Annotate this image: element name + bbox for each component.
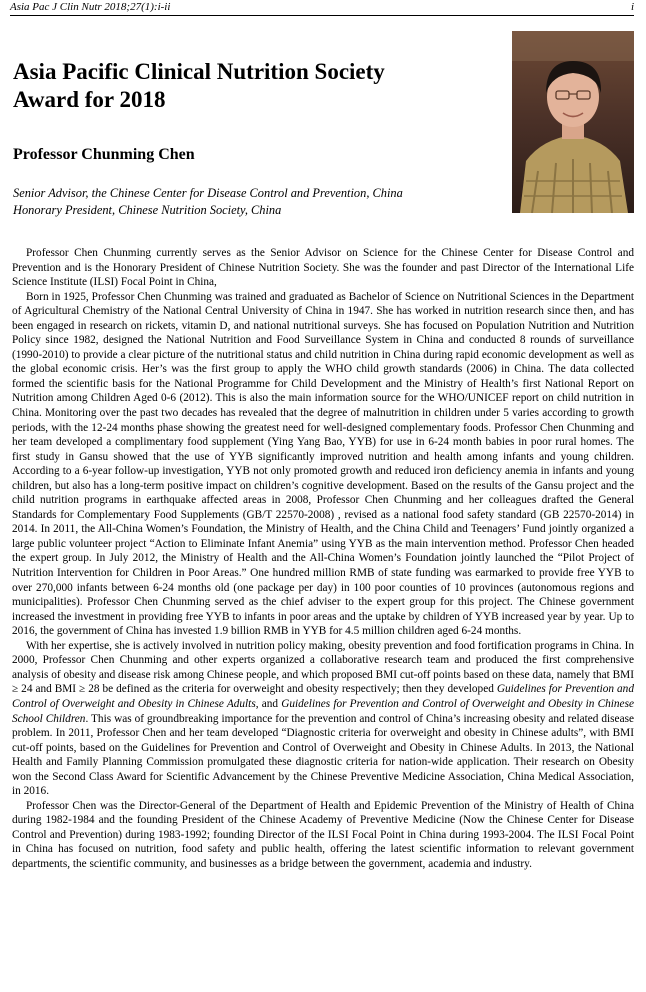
running-header: [10, 0, 634, 16]
body-paragraph: Professor Chen Chunming currently serves as the Senior Advisor on Science for the Chinese Center for Disease Control and Prevention and is the Honorary President of Chinese Nutrition Society. She was the founder and past Director of the International Life Science Institute (ILSI) Focal Point in China,: [12, 247, 634, 289]
body-text-run: . This was of groundbreaking importance for the prevention and control of China’s increasing obesity and related disease problem. In 2011, Professor Chen and her team developed “Diagnostic criteria for overweight and obesity in Chinese adults”, with BMI cut-off points, based on the Guidelines for Prevention and Control of Overweight and Obesity in Chinese Adults. In 2013, the National Health and Family Planning Commission promulgated these diagnostic criteria for nation-wide application. Their research on Obesity won the Second Class Award for Scientific Advancement by the Chinese Preventive Medicine Association, China Medical Association, in 2016.: [12, 712, 634, 798]
body-text-run: With her expertise, she is actively involved in nutrition policy making, obesity prevention and food fortification programs in China. In 2000, Professor Chen Chunming and other experts organized a collaborative research team and produced the first comprehensive analysis of obesity and disease risk among Chinese people, and which proposed BMI cut-off points based on these data, namely that BMI ≥ 24 and BMI ≥ 28 be defined as the criteria for overweight and obesity respectively; then they developed: [12, 639, 634, 696]
title-line: Award for 2018: [13, 87, 166, 112]
title-line: Asia Pacific Clinical Nutrition Society: [13, 59, 385, 84]
page-number: i: [630, 1, 634, 13]
affiliation-line: Senior Advisor, the Chinese Center for Disease Control and Prevention, China: [13, 186, 403, 200]
body-paragraph: [12, 639, 634, 799]
body-paragraph: Born in 1925, Professor Chen Chunming was trained and graduated as Bachelor of Science on Nutritional Sciences in the Department of Agricultural Chemistry of the National Central University of China in 1947. She has worked in nutrition research since then, and has been engaged in research on rickets, vitamin D, and national nutritional surveys. She has focused on Population Nutrition and Nutrition Policy since 1982, designed the National Nutrition and Food Surveillance System in China and conducted 8 rounds of surveillance (1990-2010) to provide a clear picture of the nutritional status and child nutrition in China during rapid economic development as well as the global economic crisis. Her’s was the first group to apply the WHO child growth standards (2006) in China. The data collected formed the scientific basis for the National Programme for Child Development and the Ministry of Health’s first National Report on Nutrition among Children Aged 0-6 (2012). This is also the main information source for the WHO/UNICEF report on child nutrition in China. Monitoring over the past two decades has revealed that the degree of malnutrition in children under 5 varies according to growth periods, with the 12-24 months phase showing the greatest need for well-designed complementary foods. Professor Chen Chunming and her team developed a complimentary food supplement (Ying Yang Bao, YYB) for use in 6-24 month babies in poor rural homes. The first study in Gansu showed that the use of YYB significantly improved nutrition and health among infants and young children. According to a 6-year follow-up investigation, YYB not only promoted growth and reduced iron deficiency anemia in infants and young children, but also has a long-term positive impact on children’s cognitive development. Based on the results of the Gansu project and the child nutrition programs in earthquake affected areas in 2008, Professor Chen Chunming and her colleagues drafted the General Standards for Complementary Food Supplements (GB/T 22570-2008) , revised as a national food safety standard (GB 22570-2014) in 2014. In 2011, the All-China Women’s Foundation, the Ministry of Health, and the China Child and Teenagers’ Fund jointly organized a large public volunteer project “Action to Eliminate Infant Anemia” using YYB as the main intervention method. Professor Chen headed the expert group. In July 2012, the Ministry of Health and the All-China Women’s Foundation jointly launched the “Pilot Project of Nutrition Intervention for Children in Poor Areas.” One hundred million RMB of state funding was earmarked to provide free YYB to over 270,000 infants between 6-24 months old (one package per day) in 100 poor counties of 10 provinces (autonomous regions and municipalities). Professor Chen Chunming served as the chief adviser to the expert group for this project. The Chinese government increased the investment in providing free YYB to infants in poor areas and the uptake by children of YYB increased year by year. Up to 2016, the government of China has invested 1.9 billion RMB in YYB for 4.5 million children aged 6-24 months.: [12, 290, 634, 638]
article-title: [13, 58, 493, 114]
affiliations: [13, 185, 493, 219]
body-paragraph: Professor Chen was the Director-General of the Department of Health and Epidemic Prevention of the Ministry of Health of China during 1982-1984 and the founding President of the Chinese Academy of Preventive Medicine (Now the Chinese Center for Disease Control and Prevention) during 1983-1992; founding Director of the ILSI Focal Point in China during 1993-2004. The ILSI Focal Point in China has focused on nutrition, food safety and public health, offering the latest scientific information to relevant government departments, the scientific community, and businesses as a bridge between the government, academia and industry.: [12, 799, 634, 870]
affiliation-line: Honorary President, Chinese Nutrition Society, China: [13, 203, 282, 217]
article-body: [12, 246, 634, 872]
body-text-run: , and: [255, 697, 282, 710]
portrait-photo: [512, 31, 634, 213]
awardee-name: Professor Chunming Chen: [13, 146, 195, 163]
guideline-title-adults: Guidelines for Prevention and Control of Overweight and Obesity in Chinese Adults: [12, 683, 634, 710]
journal-citation: Asia Pac J Clin Nutr 2018;27(1):i-ii: [10, 1, 171, 13]
guideline-title-school-children: Guidelines for Prevention and Control of Overweight and Obesity in Chinese School Children: [12, 697, 634, 725]
